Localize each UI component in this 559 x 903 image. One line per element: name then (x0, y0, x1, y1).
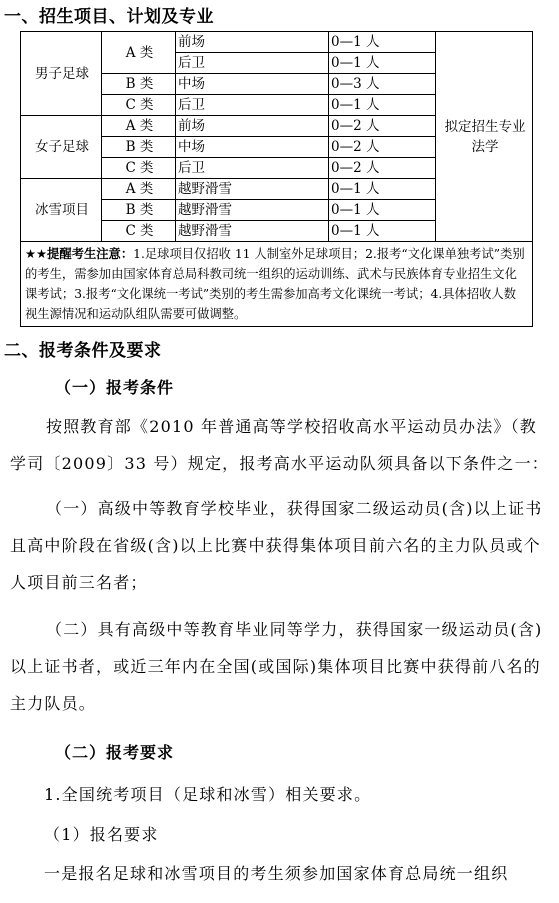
class-cell: A 类 (102, 179, 176, 200)
quota-cell: 0—2 人 (329, 137, 436, 158)
class-cell: A 类 (102, 32, 176, 74)
note-row (21, 242, 533, 327)
sport-cell: 男子足球 (21, 32, 102, 116)
sport-cell: 冰雪项目 (21, 179, 102, 242)
position-cell: 越野滑雪 (176, 221, 329, 242)
class-cell: C 类 (102, 158, 176, 179)
note-text: 1.足球项目仅招收 11 人制室外足球项目；2.报考“文化课单独考试”类别的考生，需参加由国家体育总局科教司统一组织的运动训练、武术与民族体育专业招生文化课考试；3.报考“文化课统一考试”类别的考生需参加高考文化课统一考试；4.具体招收人数视生源情况和运动队组队需要可做调整。 (25, 247, 525, 321)
quota-cell: 0—1 人 (329, 32, 436, 53)
quota-cell: 0—2 人 (329, 116, 436, 137)
subsection-conditions-title: （一）报考条件 (55, 378, 175, 397)
quota-cell: 0—1 人 (329, 221, 436, 242)
paragraph-condition-2: （二）具有高级中等教育毕业同等学力，获得国家一级运动员(含)以上证书者，或近三年内在全国(或国际)集体项目比赛中获得前八名的主力队员。 (10, 620, 543, 713)
section2-title: 二、报考条件及要求 (4, 341, 162, 361)
quota-cell: 0—2 人 (329, 158, 436, 179)
note-cell (21, 242, 533, 327)
quota-cell: 0—1 人 (329, 179, 436, 200)
quota-cell: 0—1 人 (329, 53, 436, 74)
position-cell: 越野滑雪 (176, 179, 329, 200)
table-row (21, 32, 533, 53)
item-registration-detail: 一是报名足球和冰雪项目的考生须参加国家体育总局统一组织 (44, 864, 509, 883)
quota-cell: 0—3 人 (329, 74, 436, 95)
position-cell: 后卫 (176, 95, 329, 116)
note-label: ★★提醒考生注意： (25, 247, 134, 261)
class-cell: B 类 (102, 200, 176, 221)
sport-cell: 女子足球 (21, 116, 102, 179)
class-cell: A 类 (102, 116, 176, 137)
position-cell: 中场 (176, 74, 329, 95)
position-cell: 前场 (176, 116, 329, 137)
class-cell: B 类 (102, 137, 176, 158)
position-cell: 后卫 (176, 158, 329, 179)
quota-cell: 0—1 人 (329, 95, 436, 116)
section1-title: 一、招生项目、计划及专业 (4, 7, 214, 27)
position-cell: 前场 (176, 32, 329, 53)
paragraph-policy: 按照教育部《2010 年普通高等学校招收高水平运动员办法》（教学司〔2009〕33 号）规定，报考高水平运动队须具备以下条件之一： (10, 417, 549, 473)
paragraph-condition-1: （一）高级中等教育学校毕业，获得国家二级运动员(含)以上证书且高中阶段在省级(含)以上比赛中获得集体项目前六名的主力队员或个人项目前三名者； (10, 499, 543, 592)
enrollment-plan-table (20, 31, 533, 327)
position-cell: 后卫 (176, 53, 329, 74)
class-cell: C 类 (102, 221, 176, 242)
position-cell: 越野滑雪 (176, 200, 329, 221)
item-registration-requirements: （1）报名要求 (44, 825, 159, 844)
subsection-requirements-title: （二）报考要求 (55, 743, 175, 762)
class-cell: B 类 (102, 74, 176, 95)
major-cell (436, 32, 533, 242)
class-cell: C 类 (102, 95, 176, 116)
major-label: 拟定招生专业 (444, 118, 526, 135)
item-national-exam: 1.全国统考项目（足球和冰雪）相关要求。 (44, 785, 372, 804)
position-cell: 中场 (176, 137, 329, 158)
major-value: 法学 (471, 138, 499, 155)
quota-cell: 0—1 人 (329, 200, 436, 221)
